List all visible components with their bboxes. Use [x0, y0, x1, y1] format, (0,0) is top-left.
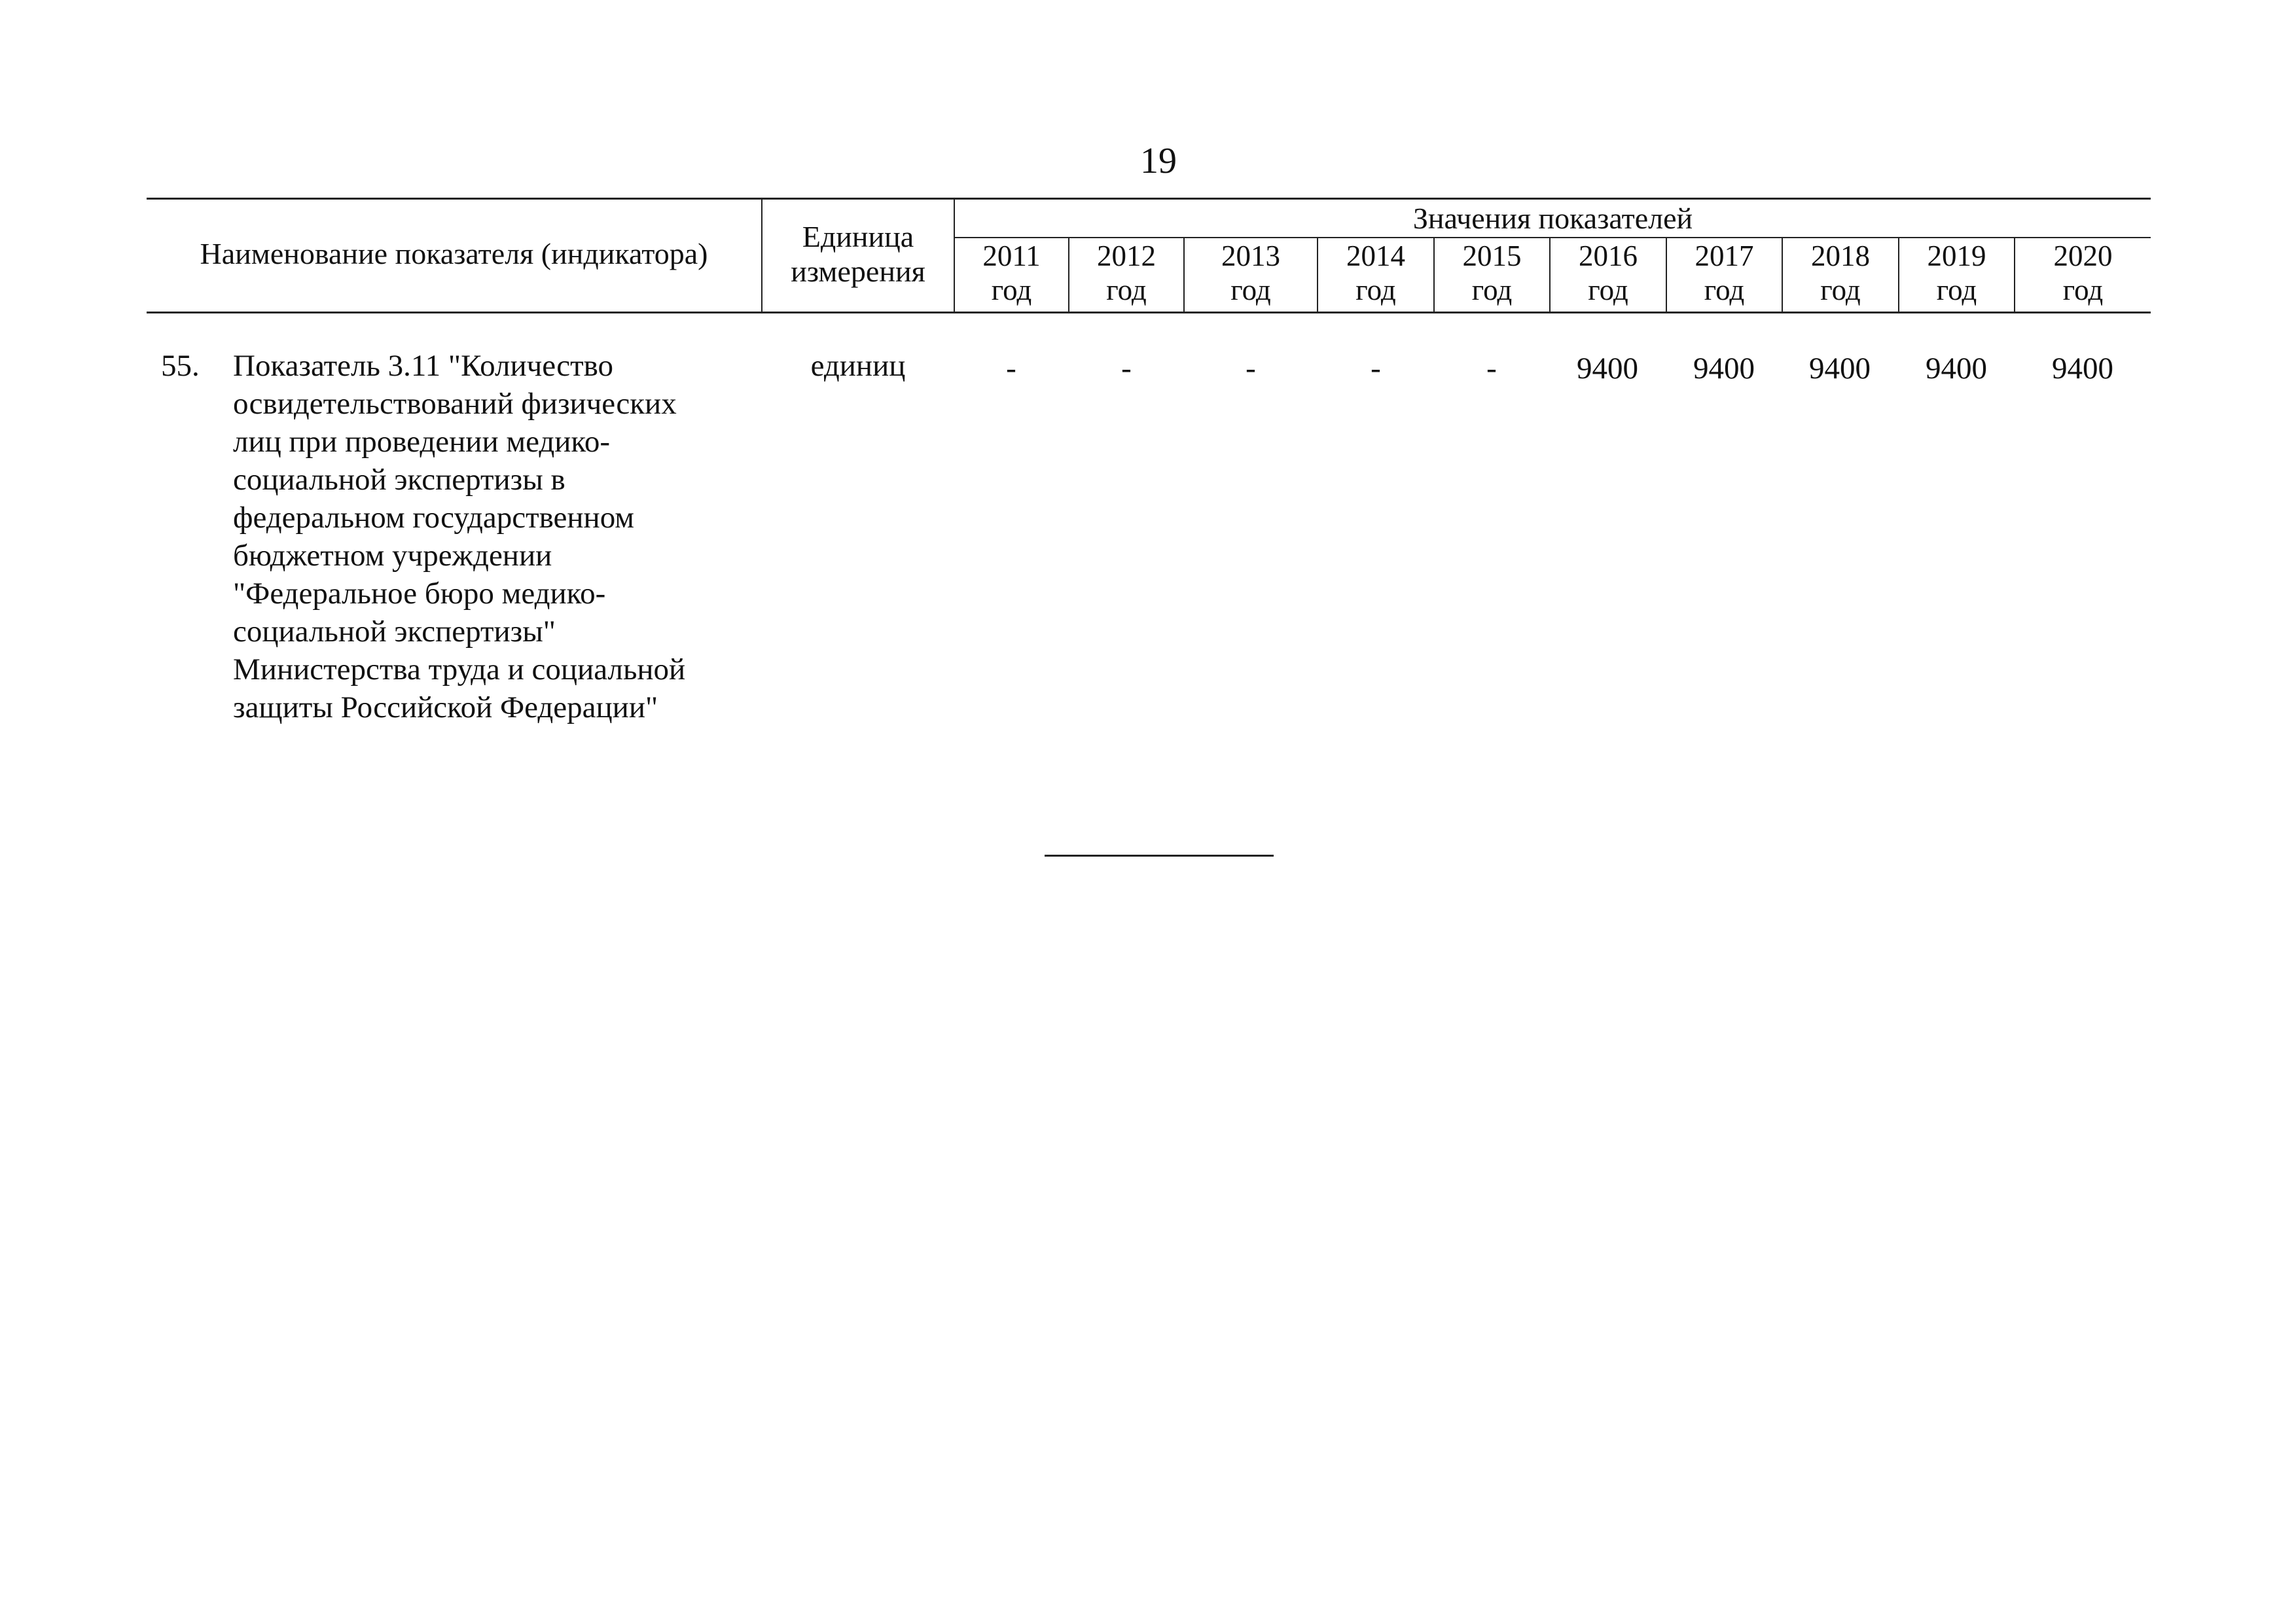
year-suffix: год	[1106, 273, 1147, 306]
year-suffix: год	[1936, 273, 1977, 306]
year-label: 2015	[1462, 240, 1522, 272]
row-indicator-name	[233, 347, 757, 726]
value-2015: -	[1486, 351, 1497, 385]
name-line: Министерства труда и социальной	[233, 652, 686, 687]
value-2012: -	[1121, 351, 1132, 385]
year-header-2014	[1318, 240, 1433, 308]
table-top-rule	[147, 198, 2151, 200]
header-unit-line2: измерения	[791, 254, 925, 288]
year-header-2018	[1783, 240, 1898, 308]
year-header-2012	[1069, 240, 1183, 308]
year-header-2013	[1185, 240, 1317, 308]
year-label: 2013	[1221, 240, 1280, 272]
value-2018: 9400	[1809, 351, 1871, 385]
value-2013: -	[1246, 351, 1256, 385]
year-label: 2016	[1579, 240, 1638, 272]
year-suffix: год	[1355, 273, 1396, 306]
page-number: 19	[1140, 141, 1177, 181]
year-label: 2019	[1927, 240, 1986, 272]
value-2016: 9400	[1577, 351, 1638, 385]
value-2019: 9400	[1926, 351, 1987, 385]
year-header-2019	[1899, 240, 2014, 308]
row-unit: единиц	[810, 349, 906, 383]
year-label: 2011	[982, 240, 1041, 272]
name-line: лиц при проведении медико-	[233, 425, 611, 459]
header-values-group: Значения показателей	[1412, 202, 1693, 235]
year-suffix: год	[991, 273, 1032, 306]
year-suffix: год	[1588, 273, 1628, 306]
name-line: социальной экспертизы в	[233, 463, 565, 497]
year-header-2016	[1551, 240, 1666, 308]
value-2014: -	[1371, 351, 1381, 385]
year-label: 2018	[1811, 240, 1870, 272]
year-label: 2020	[2053, 240, 2113, 272]
year-header-2017	[1667, 240, 1782, 308]
year-suffix: год	[1471, 273, 1513, 306]
header-unit	[762, 220, 954, 289]
value-2017: 9400	[1693, 351, 1755, 385]
row-number: 55.	[161, 349, 200, 383]
name-line: "Федеральное бюро медико-	[233, 577, 606, 611]
header-indicator-name: Наименование показателя (индикатора)	[200, 237, 708, 270]
year-header-2020	[2015, 240, 2151, 308]
year-suffix: год	[1704, 273, 1745, 306]
year-suffix: год	[1820, 273, 1861, 306]
name-line: защиты Российской Федерации"	[233, 690, 658, 724]
name-line: бюджетном учреждении	[233, 539, 552, 573]
name-line: освидетельствований физических	[233, 387, 677, 421]
closing-divider	[1045, 855, 1274, 857]
value-2020: 9400	[2052, 351, 2113, 385]
name-line: социальной экспертизы"	[233, 615, 556, 649]
year-label: 2017	[1695, 240, 1754, 272]
header-unit-line1: Единица	[802, 220, 914, 253]
year-header-2015	[1435, 240, 1549, 308]
name-line: федеральном государственном	[233, 501, 635, 535]
year-suffix: год	[1230, 273, 1271, 306]
year-label: 2014	[1346, 240, 1405, 272]
year-label: 2012	[1097, 240, 1156, 272]
header-bottom-rule	[147, 312, 2151, 313]
values-group-rule	[954, 237, 2151, 238]
year-suffix: год	[2062, 273, 2104, 306]
value-2011: -	[1006, 351, 1016, 385]
name-line: Показатель 3.11 "Количество	[233, 349, 614, 383]
year-header-2011	[955, 240, 1068, 308]
